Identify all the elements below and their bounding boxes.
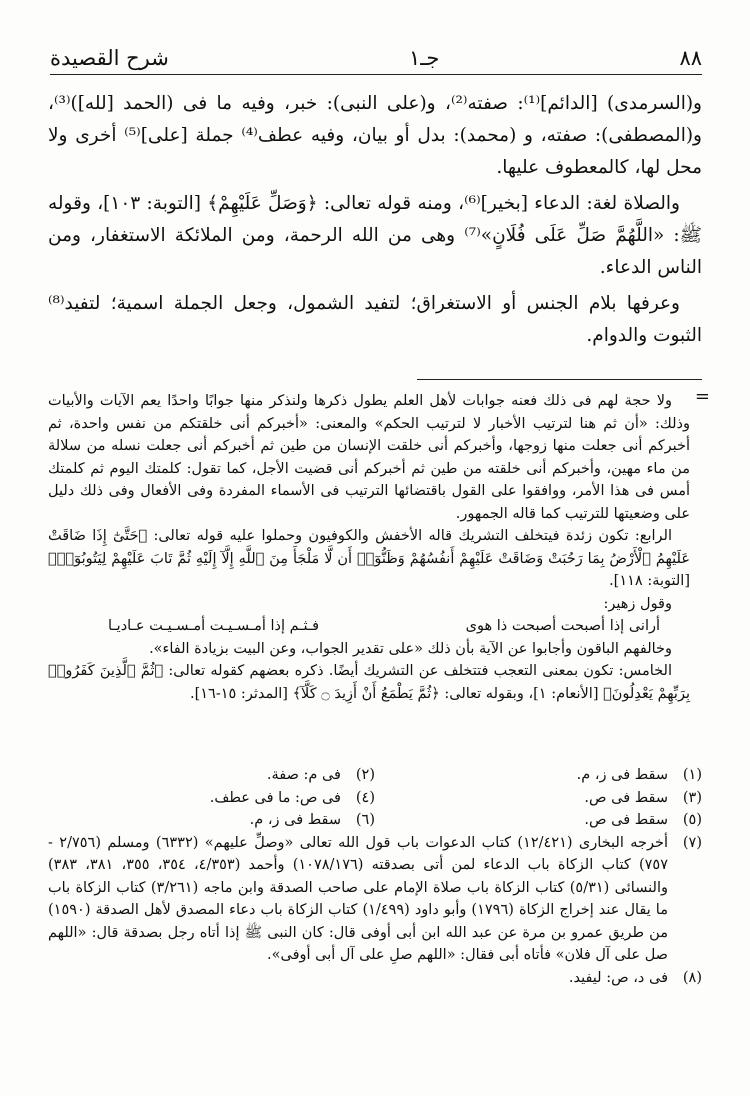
continuation-mark: = <box>694 386 710 407</box>
footnote-separator <box>417 379 702 380</box>
note-paragraph: ولا حجة لهم فى ذلك فعنه جوابات لأهل العلم يطول ذكرها ولنذكر منها جوابًا واحدًا يعم الآيات والأبيات وذلك: «أن ثم هنا لترتيب الأخبار لا لترتيب الحكم» والمعنى: «أخبركم أنى خلقتكم من نفس واحدة، ثم أخبركم أنى جعلت منها زوجها، وأخبركم أنى خلقت الإنسان من طين ثم أخبركم أنى جعلت نسله من سلالة من ماء مهين، وأخبركم أنى خلقته من طين ثم أخبركم أنى قضيت الأجل، كما تقول: كلمتك اليوم ثم كلمتك أمس فى هذا الأمر، ووافقوا على القول باقتضائها الترتيب فى الأسماء المفردة وفى الأفعال وفى ذلك دليل على وضعيتها للترتيب كما قاله الجمهور. <box>48 393 690 522</box>
footnote-text: فى د، ص: ليفيد. <box>568 969 668 986</box>
footnotes <box>48 764 702 989</box>
main-paragraph: وعرفها بلام الجنس أو الاستغراق؛ لتفيد الشمول، وجعل الجملة اسمية؛ لتفيد⁽⁸⁾ الثبوت والدوام. <box>48 293 702 346</box>
note-paragraph: الخامس: تكون بمعنى التعجب فتتخلف عن التشريك أيضًا. ذكره بعضهم كقوله تعالى: ﴿ثُمَّ ٱلَّذِينَ كَفَرُوا۟ بِرَبِّهِمْ يَعْدِلُونَ﴾ [الأنعام: ١]، وبقوله تعالى: ﴿ثُمَّ يَطْمَعُ أَنْ أَزِيدَ ۝ كَلَّآ﴾ [المدثر: ١٥-١٦]. <box>48 663 690 702</box>
footnote-number: (٨) <box>682 969 702 986</box>
poem-hemistich-second: فـثـم إذا أمـسـيـت أمـسـيـت عـاديـا <box>108 618 320 634</box>
running-title: شرح القصيدة <box>50 46 169 70</box>
volume-label: جـ١ <box>408 46 440 70</box>
footnote-8 <box>48 967 702 990</box>
poem-verse <box>48 615 690 638</box>
footnote-text: سقط فى ص. <box>584 789 668 806</box>
footnote-text: أخرجه البخارى (١٢/٤٢١) كتاب الدعوات باب قول الله تعالى «وصلِّ عليهم» (٦٣٣٢) ومسلم (٢/٧٥٦ - ٧٥٧) كتاب الزكاة باب الدعاء لمن أتى بصدقته (١٠٧٨/١٧٦) وأحمد (٤/٣٥٣، ٣٥٤، ٣٥٥، ٣٨١، ٣٨٣) والنسائى (٥/٣١) كتاب الزكاة باب صلاة الإمام على صاحب الصدقة وابن ماجه (٣/٢٦١) كتاب الزكاة باب ما يقال عند إخراج الزكاة (١٧٩٦) وأبو داود (١/٤٩٩) كتاب الزكاة باب دعاء المصدق لأهل الصدقة (١٥٩٠) من طريق عمرو بن مرة عن عبد الله ابن أبى أوفى قال: كان النبى ﷺ إذا أتاه رجل بصدقة قال: «اللهم صل على آل فلان» فأتاه أبى فقال: «اللهم صلِ على آل أبى أوفى». <box>48 834 668 963</box>
footnote-text: سقط فى ز، م. <box>249 812 341 828</box>
footnote-number: (٤) <box>355 789 375 806</box>
footnote-7 <box>48 832 702 967</box>
page-header <box>50 42 702 75</box>
page-number: ٨٨ <box>679 46 702 70</box>
footnote-number: (٥) <box>682 812 702 828</box>
main-paragraph: و(السرمدى) [الدائم]⁽¹⁾: صفته⁽²⁾، و(على النبى): خبر، وفيه ما فى (الحمد [لله])⁽³⁾، و(المصطفى): صفته، و (محمد): بدل أو بيان، وفيه عطف⁽⁴⁾ جملة [على]⁽⁵⁾ أخرى ولا محل لها، كالمعطوف عليها. <box>48 93 702 178</box>
main-text <box>48 88 702 356</box>
poem-hemistich-first: أرانى إذا أصبحت أصبحت ذا هوى <box>465 618 660 634</box>
footnote-text: فى ص: ما فى عطف. <box>209 789 341 806</box>
footnote-number: (٢) <box>355 767 375 783</box>
footnote-number: (٦) <box>355 812 375 828</box>
footnote-number: (٣) <box>682 789 702 806</box>
note-paragraph: الرابع: تكون زئدة فيتخلف التشريك قاله الأخفش والكوفيون وحملوا عليه قوله تعالى: ﴿حَتَّىٰٓ إِذَا ضَاقَتْ عَلَيْهِمُ ٱلْأَرْضُ بِمَا رَحُبَتْ وَضَاقَتْ عَلَيْهِمْ أَنفُسُهُمْ وَظَنُّوٓا۟ أَن لَّا مَلْجَأَ مِنَ ٱللَّهِ إِلَّآ إِلَيْهِ ثُمَّ تَابَ عَلَيْهِمْ لِيَتُوبُوٓا۟﴾ [التوبة: ١١٨]. <box>48 528 690 589</box>
footnote-number: (١) <box>682 767 702 783</box>
footnote-number: (٧) <box>682 834 702 851</box>
note-paragraph: وخالفهم الباقون وأجابوا عن الآية بأن ذلك «على تقدير الجواب، وعن البيت بزيادة الفاء». <box>149 640 672 657</box>
note-paragraph: وقول زهير: <box>603 595 672 612</box>
footnote-text: فى م: صفة. <box>266 767 341 783</box>
footnote-row <box>48 787 702 810</box>
footnote-row <box>48 809 702 832</box>
continued-note <box>48 390 690 705</box>
footnote-text: سقط فى ص. <box>584 812 668 828</box>
footnote-text: سقط فى ز، م. <box>576 767 668 783</box>
main-paragraph: والصلاة لغة: الدعاء [بخير]⁽⁶⁾، ومنه قوله تعالى: ﴿وَصَلِّ عَلَيْهِمْ﴾ [التوبة: ١٠٣]، وقوله ﷺ: «اللَّهُمَّ صَلِّ عَلَى فُلَانٍ»⁽⁷⁾ وهى من الله الرحمة، ومن الملائكة الاستغفار، ومن الناس الدعاء. <box>48 193 703 278</box>
footnote-row <box>48 764 702 787</box>
